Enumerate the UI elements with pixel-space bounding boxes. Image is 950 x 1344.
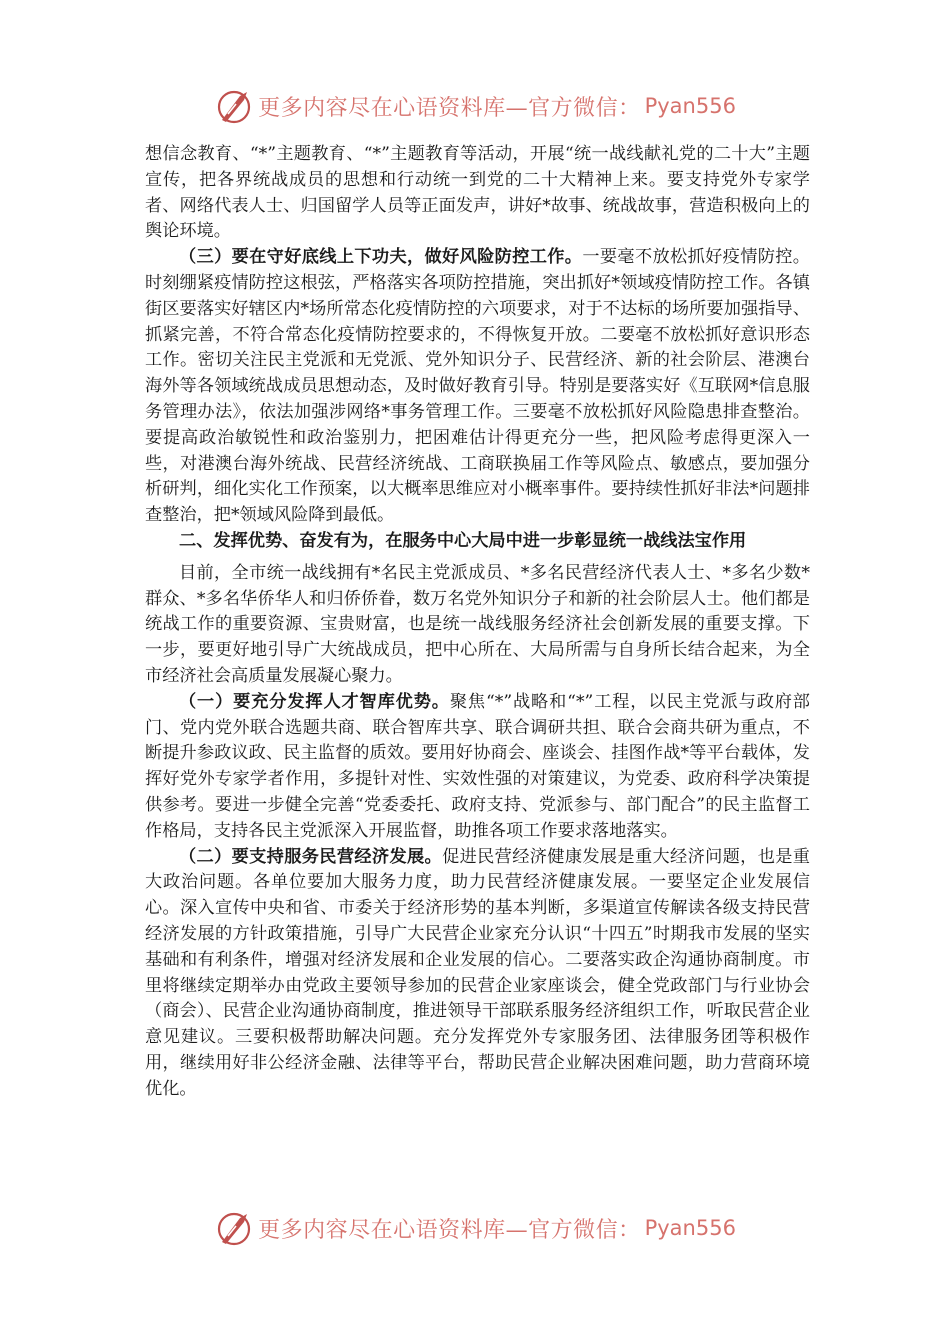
- pen-nib-circle-icon: [214, 86, 254, 126]
- subsection-2-heading: （二）要支持服务民营经济发展。: [179, 846, 443, 867]
- footer-watermark: [0, 1204, 950, 1252]
- section-2-heading: 二、发挥优势、奋发有为，在服务中心大局中进一步彰显统一战线法宝作用: [179, 530, 747, 551]
- paragraph-4: [145, 690, 810, 845]
- document-body: [145, 142, 810, 1102]
- paragraph-2-body: 一要毫不放松抓好疫情防控。时刻绷紧疫情防控这根弦，严格落实各项防控措施，突出抓好*领域疫情防控工作。各镇街区要落实好辖区内*场所常态化疫情防控的六项要求，对于不达标的场所要加强指导、抓紧完善，不符合常态化疫情防控要求的，不得恢复开放。二要毫不放松抓好意识形态工作。密切关注民主党派和无党派、党外知识分子、民营经济、新的社会阶层、港澳台海外等各领域统战成员思想动态，及时做好教育引导。特别是要落实好《互联网*信息服务管理办法》，依法加强涉网络*事务管理工作。三要毫不放松抓好风险隐患排查整治。要提高政治敏锐性和政治鉴别力，把困难估计得更充分一些，把风险考虑得更深入一些，对港澳台海外统战、民营经济统战、工商联换届工作等风险点、敏感点，要加强分析研判，细化实化工作预案，以大概率思维应对小概率事件。要持续性抓好非法*问题排查整治，把*领域风险降到最低。: [145, 247, 810, 526]
- watermark-text: 更多内容尽在心语资料库—官方微信：: [258, 1217, 641, 1243]
- paragraph-4-body: 聚焦“*”战略和“*”工程，以民主党派与政府部门、党内党外联合选题共商、联合智库共享、联合调研共担、联合会商共研为重点，不断提升参政议政、民主监督的质效。要用好协商会、座谈会、挂图作战*等平台载体，发挥好党外专家学者作用，多提针对性、实效性强的对策建议，为党委、政府科学决策提供参考。要进一步健全完善“党委委托、政府支持、党派参与、部门配合”的民主监督工作格局，支持各民主党派深入开展监督，助推各项工作要求落地落实。: [145, 691, 810, 841]
- watermark-wechat-id: Pyan556: [644, 1216, 736, 1240]
- paragraph-1: 想信念教育、“*”主题教育、“*”主题教育等活动，开展“统一战线献礼党的二十大”主题宣传，把各界统战成员的思想和行动统一到党的二十大精神上来。要支持党外专家学者、网络代表人士、归国留学人员等正面发声，讲好*故事、统战故事，营造积极向上的舆论环境。: [145, 144, 810, 242]
- pen-nib-circle-icon: [214, 1208, 254, 1248]
- paragraph-5-body: 促进民营经济健康发展是重大经济问题，也是重大政治问题。各单位要加大服务力度，助力民营经济健康发展。一要坚定企业发展信心。深入宣传中央和省、市委关于经济形势的基本判断，多渠道宣传解读各级支持民营经济发展的方针政策措施，引导广大民营企业家充分认识“十四五”时期我市发展的坚实基础和有利条件，增强对经济发展和企业发展的信心。二要落实政企沟通协商制度。市里将继续定期举办由党政主要领导参加的民营企业家座谈会，健全党政部门与行业协会（商会）、民营企业沟通协商制度，推进领导干部联系服务经济组织工作，听取民营企业意见建议。三要积极帮助解决问题。充分发挥党外专家服务团、法律服务团等积极作用，继续用好非公经济金融、法律等平台，帮助民营企业解决困难问题，助力营商环境优化。: [145, 846, 810, 1099]
- watermark-text: 更多内容尽在心语资料库—官方微信：: [258, 95, 641, 121]
- paragraph-2: [145, 245, 810, 529]
- watermark-wechat-id: Pyan556: [644, 94, 736, 118]
- subsection-1-heading: （一）要充分发挥人才智库优势。: [179, 691, 450, 712]
- header-watermark: [0, 82, 950, 130]
- section-3-heading: （三）要在守好底线上下功夫，做好风险防控工作。: [179, 247, 583, 268]
- paragraph-3: 目前，全市统一战线拥有*名民主党派成员、*多名民营经济代表人士、*多名少数*群众、*多名华侨华人和归侨侨眷，数万名党外知识分子和新的社会阶层人士。他们都是统战工作的重要资源、宝贵财富，也是统一战线服务经济社会创新发展的重要支撑。下一步，要更好地引导广大统战成员，把中心所在、大局所需与自身所长结合起来，为全市经济社会高质量发展凝心聚力。: [145, 562, 810, 686]
- paragraph-5: [145, 845, 810, 1103]
